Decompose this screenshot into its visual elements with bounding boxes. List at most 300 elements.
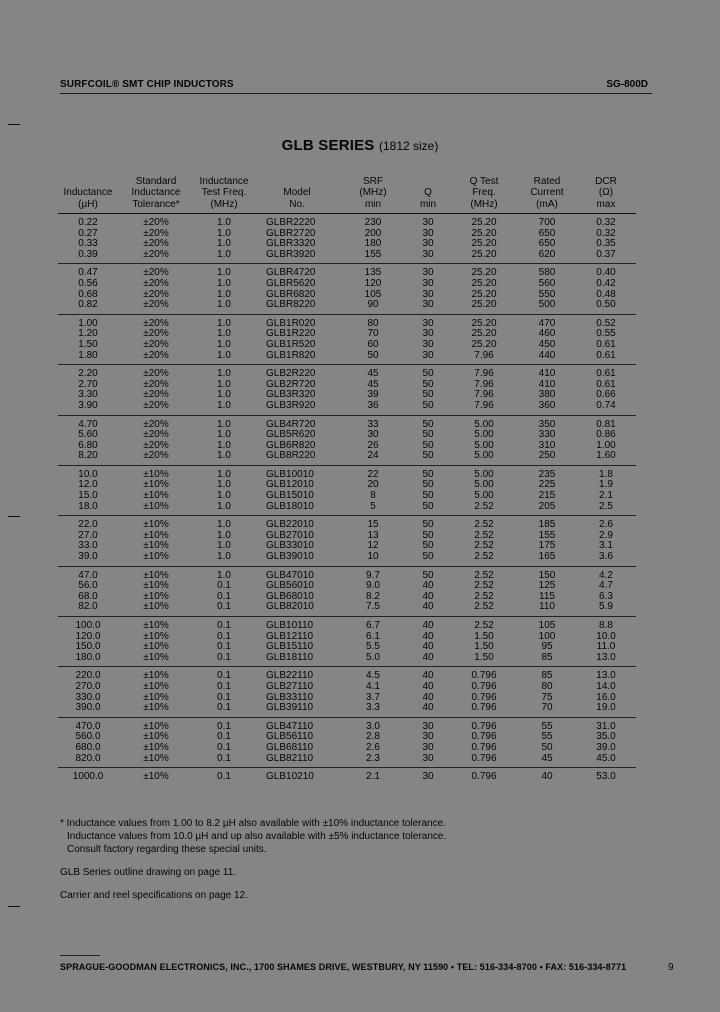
table-cell: 50 <box>422 399 434 411</box>
table-cell: 50 <box>422 519 434 531</box>
row-group <box>58 667 636 717</box>
table-cell: 120 <box>364 277 382 289</box>
table-cell: 0.1 <box>217 731 231 743</box>
table-cell: 0.50 <box>596 299 616 311</box>
table-cell: ±10% <box>143 752 169 764</box>
table-cell: 410 <box>538 378 556 390</box>
table-cell: ±10% <box>143 551 169 563</box>
table-cell: 68.0 <box>78 590 98 602</box>
table-cell: 680.0 <box>75 741 101 753</box>
table-row <box>58 653 636 667</box>
table-cell: 5.0 <box>366 651 380 663</box>
table-cell: GLB18110 <box>266 651 314 663</box>
row-group <box>58 214 636 264</box>
table-cell: 56.0 <box>78 580 98 592</box>
column-header: Rated Current (mA) <box>518 170 576 214</box>
table-cell: GLB5R620 <box>266 429 316 441</box>
table-cell: 3.30 <box>78 389 98 401</box>
table-cell: GLB10110 <box>266 620 314 631</box>
table-cell: 10.0 <box>596 630 616 642</box>
row-group <box>58 264 636 314</box>
table-cell: 50 <box>422 551 434 563</box>
table-cell: 53.0 <box>596 771 616 783</box>
table-cell: 33.0 <box>78 540 98 552</box>
table-row <box>58 602 636 616</box>
table-cell: 33 <box>367 418 379 430</box>
table-cell: 1.9 <box>599 479 613 491</box>
table-cell: 0.66 <box>596 389 616 401</box>
table-cell: 7.96 <box>474 368 494 380</box>
table-cell: 2.52 <box>474 620 494 631</box>
table-cell: 2.52 <box>474 569 494 581</box>
table-cell: 50 <box>422 468 434 480</box>
table-cell: GLB10210 <box>266 771 314 783</box>
table-cell: 2.1 <box>599 490 613 502</box>
table-cell: GLB82110 <box>266 752 314 764</box>
table-cell: GLB33110 <box>266 691 314 703</box>
table-cell: 25.20 <box>471 317 497 329</box>
table-cell: 1.60 <box>596 450 616 462</box>
table-cell: 50 <box>541 741 553 753</box>
row-group <box>58 566 636 616</box>
table-cell: 0.1 <box>217 641 231 653</box>
table-cell: 85 <box>541 651 553 663</box>
table-cell: 0.47 <box>78 267 98 279</box>
table-cell: 70 <box>541 702 553 714</box>
table-cell: ±20% <box>143 248 169 260</box>
table-cell: 50 <box>422 378 434 390</box>
table-cell: 560.0 <box>75 731 101 743</box>
table-cell: 1.20 <box>78 328 98 340</box>
table-cell: 0.81 <box>596 418 616 430</box>
table-cell: ±10% <box>143 720 169 732</box>
table-cell: 0.796 <box>471 720 497 732</box>
margin-tick <box>8 906 20 907</box>
table-cell: ±20% <box>143 288 169 300</box>
table-cell: 47.0 <box>78 569 98 581</box>
table-cell: 31.0 <box>596 720 616 732</box>
table-cell: 180 <box>364 238 382 250</box>
row-group <box>58 516 636 566</box>
table-cell: 100.0 <box>75 620 101 631</box>
table-cell: 13 <box>367 529 379 541</box>
table-cell: 45 <box>541 752 553 764</box>
table-cell: 5.00 <box>474 439 494 451</box>
table-cell: 0.1 <box>217 702 231 714</box>
table-cell: ±20% <box>143 338 169 350</box>
table-cell: 0.796 <box>471 680 497 692</box>
table-cell: 2.52 <box>474 519 494 531</box>
row-group <box>58 617 636 667</box>
table-cell: 40 <box>422 670 434 682</box>
table-cell: 4.1 <box>366 680 380 692</box>
table-cell: 0.1 <box>217 590 231 602</box>
table-cell: 225 <box>538 479 556 491</box>
table-cell: 460 <box>538 328 556 340</box>
table-cell: ±10% <box>143 490 169 502</box>
table-cell: ±10% <box>143 500 169 512</box>
table-cell: 380 <box>538 389 556 401</box>
table-cell: 1.50 <box>474 641 494 653</box>
table-cell: 0.1 <box>217 620 231 631</box>
table-cell: 1.0 <box>217 479 231 491</box>
table-row <box>58 617 636 632</box>
table-cell: GLB12010 <box>266 479 314 491</box>
table-cell: 1.0 <box>217 500 231 512</box>
table-cell: 8.8 <box>599 620 613 631</box>
table-cell: GLBR2720 <box>266 227 316 239</box>
table-cell: 215 <box>538 490 556 502</box>
table-cell: 470 <box>538 317 556 329</box>
column-header: Inductance (µH) <box>58 170 118 214</box>
table-cell: 0.61 <box>596 378 616 390</box>
row-group <box>58 314 636 364</box>
table-cell: 25.20 <box>471 248 497 260</box>
table-cell: ±10% <box>143 680 169 692</box>
table-cell: ±10% <box>143 580 169 592</box>
table-cell: 5.00 <box>474 450 494 462</box>
table-cell: 2.3 <box>366 752 380 764</box>
table-cell: 3.6 <box>599 551 613 563</box>
table-cell: 2.6 <box>366 741 380 753</box>
table-cell: 2.52 <box>474 601 494 613</box>
table-cell: 650 <box>538 227 556 239</box>
header-rule <box>60 93 652 94</box>
table-row <box>58 754 636 768</box>
table-cell: 2.1 <box>366 771 380 783</box>
table-cell: GLB1R220 <box>266 328 316 340</box>
column-header: DCR (Ω) max <box>576 170 636 214</box>
table-cell: 27.0 <box>78 529 98 541</box>
table-cell: 1.80 <box>78 349 98 361</box>
table-cell: GLB68110 <box>266 741 314 753</box>
table-cell: 30 <box>422 217 434 228</box>
column-header: Model No. <box>254 170 340 214</box>
table-cell: ±20% <box>143 299 169 311</box>
table-cell: 820.0 <box>75 752 101 764</box>
company-address: SPRAGUE-GOODMAN ELECTRONICS, INC., 1700 SHAMES DRIVE, WESTBURY, NY 11590 • TEL: 516-334-8700 • FAX: 516-334-8771 <box>60 962 627 972</box>
table-row <box>58 465 636 480</box>
header-title: SURFCOIL® SMT CHIP INDUCTORS <box>60 79 234 90</box>
table-cell: GLB15010 <box>266 490 314 502</box>
table-cell: 14.0 <box>596 680 616 692</box>
table-cell: GLB27010 <box>266 529 314 541</box>
table-cell: 560 <box>538 277 556 289</box>
table-cell: 0.1 <box>217 691 231 703</box>
table-cell: GLB47110 <box>266 720 314 732</box>
table-cell: 8 <box>370 490 376 502</box>
table-cell: 1.0 <box>217 378 231 390</box>
table-cell: 3.90 <box>78 399 98 411</box>
table-cell: 230 <box>364 217 382 228</box>
table-cell: 0.61 <box>596 349 616 361</box>
table-cell: GLB15110 <box>266 641 314 653</box>
table-cell: 0.82 <box>78 299 98 311</box>
table-cell: 2.52 <box>474 580 494 592</box>
table-cell: 30 <box>422 317 434 329</box>
column-header: Standard Inductance Tolerance* <box>118 170 194 214</box>
table-cell: 18.0 <box>78 500 98 512</box>
table-cell: GLB56110 <box>266 731 314 743</box>
table-cell: 2.52 <box>474 540 494 552</box>
table-cell: 360 <box>538 399 556 411</box>
row-group <box>58 717 636 767</box>
table-cell: ±10% <box>143 651 169 663</box>
table-cell: 2.52 <box>474 551 494 563</box>
table-cell: 0.32 <box>596 217 616 228</box>
table-cell: 50 <box>367 349 379 361</box>
table-cell: 25.20 <box>471 227 497 239</box>
note-consult: Consult factory regarding these special units. <box>67 844 267 855</box>
table-cell: 30 <box>422 771 434 783</box>
table-cell: ±20% <box>143 450 169 462</box>
table-cell: 24 <box>367 450 379 462</box>
table-cell: 205 <box>538 500 556 512</box>
table-cell: 1.0 <box>217 468 231 480</box>
table-cell: 0.1 <box>217 580 231 592</box>
table-cell: 115 <box>539 590 555 602</box>
table-cell: 0.61 <box>596 368 616 380</box>
note-outline-drawing: GLB Series outline drawing on page 11. <box>60 867 237 878</box>
table-cell: 15 <box>367 519 379 531</box>
table-cell: 30 <box>422 731 434 743</box>
table-cell: GLB3R320 <box>266 389 316 401</box>
table-cell: 2.9 <box>599 529 613 541</box>
table-cell: GLBR5620 <box>266 277 316 289</box>
table-cell: 580 <box>538 267 556 279</box>
table-cell: GLB47010 <box>266 569 314 581</box>
table-cell: ±20% <box>143 429 169 441</box>
table-cell: 8.2 <box>366 590 380 602</box>
table-cell: 1.0 <box>217 529 231 541</box>
table-cell: 5 <box>370 500 376 512</box>
series-name: GLB SERIES <box>281 137 375 154</box>
table-cell: 0.33 <box>78 238 98 250</box>
row-group <box>58 465 636 515</box>
table-cell: 40 <box>422 691 434 703</box>
table-cell: 40 <box>422 680 434 692</box>
table-cell: 2.20 <box>78 368 98 380</box>
table-cell: 1.50 <box>474 630 494 642</box>
table-cell: 30 <box>422 227 434 239</box>
table-cell: 40 <box>541 771 553 783</box>
table-row <box>58 340 636 351</box>
table-row <box>58 250 636 264</box>
table-cell: GLB2R720 <box>266 378 316 390</box>
table-cell: 165 <box>538 551 556 563</box>
series-size: (1812 size) <box>378 139 439 153</box>
table-cell: ±10% <box>143 630 169 642</box>
table-cell: 105 <box>538 620 556 631</box>
table-cell: 30 <box>422 328 434 340</box>
table-cell: 0.35 <box>596 238 616 250</box>
table-cell: 25.20 <box>471 288 497 300</box>
table-cell: 0.68 <box>78 288 98 300</box>
table-cell: 1.0 <box>217 328 231 340</box>
table-cell: 330 <box>538 429 556 441</box>
table-row <box>58 300 636 314</box>
table-cell: 50 <box>422 389 434 401</box>
table-cell: 5.9 <box>599 601 613 613</box>
spec-table <box>58 170 636 786</box>
row-group <box>58 415 636 465</box>
table-cell: 10.0 <box>78 468 98 480</box>
footnotes <box>60 817 660 902</box>
table-cell: 110 <box>539 601 555 613</box>
margin-tick <box>8 516 20 517</box>
table-cell: ±20% <box>143 368 169 380</box>
table-cell: 1.0 <box>217 439 231 451</box>
table-cell: 155 <box>538 529 556 541</box>
table-cell: 0.1 <box>217 670 231 682</box>
table-cell: 25.20 <box>471 238 497 250</box>
table-cell: 0.1 <box>217 680 231 692</box>
table-cell: 1.0 <box>217 551 231 563</box>
table-row <box>58 717 636 732</box>
table-cell: 0.796 <box>471 731 497 743</box>
table-cell: ±20% <box>143 217 169 228</box>
table-cell: 0.1 <box>217 651 231 663</box>
table-cell: 30 <box>367 429 379 441</box>
document-number: SG-800D <box>606 79 648 90</box>
table-row <box>58 552 636 566</box>
table-cell: 0.52 <box>596 317 616 329</box>
table-cell: 30 <box>422 741 434 753</box>
table-cell: 550 <box>538 288 556 300</box>
note-tolerance-10: * Inductance values from 1.00 to 8.2 µH also available with ±10% inductance tolerance. <box>60 818 446 829</box>
table-cell: 0.39 <box>78 248 98 260</box>
table-cell: 2.52 <box>474 500 494 512</box>
table-cell: 250 <box>538 450 556 462</box>
table-cell: ±20% <box>143 277 169 289</box>
table-cell: GLB1R020 <box>266 317 316 329</box>
table-cell: 150 <box>538 569 556 581</box>
table-header-row <box>58 170 636 214</box>
table-cell: ±20% <box>143 418 169 430</box>
table-cell: 40 <box>422 641 434 653</box>
table-cell: GLB56010 <box>266 580 314 592</box>
table-cell: 0.37 <box>596 248 616 260</box>
table-cell: 16.0 <box>596 691 616 703</box>
table-cell: 12 <box>367 540 379 552</box>
table-cell: 120.0 <box>75 630 101 642</box>
table-cell: 440 <box>538 349 556 361</box>
table-cell: 50 <box>422 529 434 541</box>
table-row <box>58 415 636 430</box>
table-cell: 1.0 <box>217 267 231 279</box>
table-cell: 2.6 <box>599 519 613 531</box>
table-cell: 200 <box>364 227 382 239</box>
table-cell: 2.5 <box>599 500 613 512</box>
table-cell: ±20% <box>143 349 169 361</box>
table-cell: ±20% <box>143 439 169 451</box>
table-cell: 40 <box>422 620 434 631</box>
table-cell: 11.0 <box>596 641 616 653</box>
table-cell: 30 <box>422 349 434 361</box>
table-cell: ±10% <box>143 641 169 653</box>
table-row <box>58 214 636 229</box>
table-cell: 80 <box>541 680 553 692</box>
table-cell: 45 <box>367 378 379 390</box>
table-cell: 50 <box>422 500 434 512</box>
table-row <box>58 314 636 329</box>
table-cell: 82.0 <box>78 601 98 613</box>
table-cell: 0.796 <box>471 771 497 783</box>
table-cell: 40 <box>422 601 434 613</box>
table-cell: 0.1 <box>217 630 231 642</box>
table-cell: ±20% <box>143 328 169 340</box>
table-row <box>58 768 636 786</box>
table-cell: GLBR3320 <box>266 238 316 250</box>
table-cell: GLB4R720 <box>266 418 316 430</box>
table-row <box>58 743 636 754</box>
table-cell: 650 <box>538 238 556 250</box>
table-cell: 0.74 <box>596 399 616 411</box>
table-cell: 0.1 <box>217 771 231 783</box>
table-cell: ±20% <box>143 378 169 390</box>
table-row <box>58 451 636 465</box>
column-header: Inductance Test Freq. (MHz) <box>194 170 254 214</box>
table-cell: GLB2R220 <box>266 368 316 380</box>
table-cell: 30 <box>422 752 434 764</box>
table-cell: 1.0 <box>217 238 231 250</box>
table-cell: 1.0 <box>217 349 231 361</box>
table-cell: 30 <box>422 248 434 260</box>
table-cell: 40 <box>422 651 434 663</box>
table-cell: 25.20 <box>471 338 497 350</box>
table-cell: 0.1 <box>217 741 231 753</box>
table-cell: 50 <box>422 429 434 441</box>
table-cell: ±20% <box>143 227 169 239</box>
table-cell: 0.1 <box>217 601 231 613</box>
table-cell: ±10% <box>143 479 169 491</box>
table-cell: 620 <box>538 248 556 260</box>
table-cell: 185 <box>538 519 556 531</box>
table-cell: GLB22010 <box>266 519 314 531</box>
table-cell: 25.20 <box>471 217 497 228</box>
table-row <box>58 365 636 380</box>
table-cell: 3.0 <box>366 720 380 732</box>
table-cell: 40 <box>422 580 434 592</box>
table-cell: 39.0 <box>596 741 616 753</box>
table-cell: 1.0 <box>217 569 231 581</box>
page-title <box>0 137 720 155</box>
table-cell: 55 <box>541 720 553 732</box>
table-cell: 25.20 <box>471 267 497 279</box>
table-cell: 0.86 <box>596 429 616 441</box>
table-cell: 0.42 <box>596 277 616 289</box>
table-cell: 1.0 <box>217 217 231 228</box>
table-cell: 5.00 <box>474 479 494 491</box>
table-cell: 235 <box>538 468 556 480</box>
table-cell: GLBR8220 <box>266 299 316 311</box>
table-cell: 1.00 <box>596 439 616 451</box>
table-cell: 50 <box>422 490 434 502</box>
table-cell: 1.50 <box>474 651 494 663</box>
table-cell: 39.0 <box>78 551 98 563</box>
table-cell: 7.96 <box>474 349 494 361</box>
table-cell: ±10% <box>143 519 169 531</box>
table-cell: 4.2 <box>599 569 613 581</box>
table-cell: GLB1R520 <box>266 338 316 350</box>
table-cell: 30 <box>422 338 434 350</box>
table-cell: 30 <box>422 238 434 250</box>
table-cell: GLB1R820 <box>266 349 316 361</box>
column-header: Q Test Freq. (MHz) <box>450 170 518 214</box>
table-cell: 6.7 <box>366 620 380 631</box>
table-cell: 1.0 <box>217 399 231 411</box>
table-cell: 36 <box>367 399 379 411</box>
